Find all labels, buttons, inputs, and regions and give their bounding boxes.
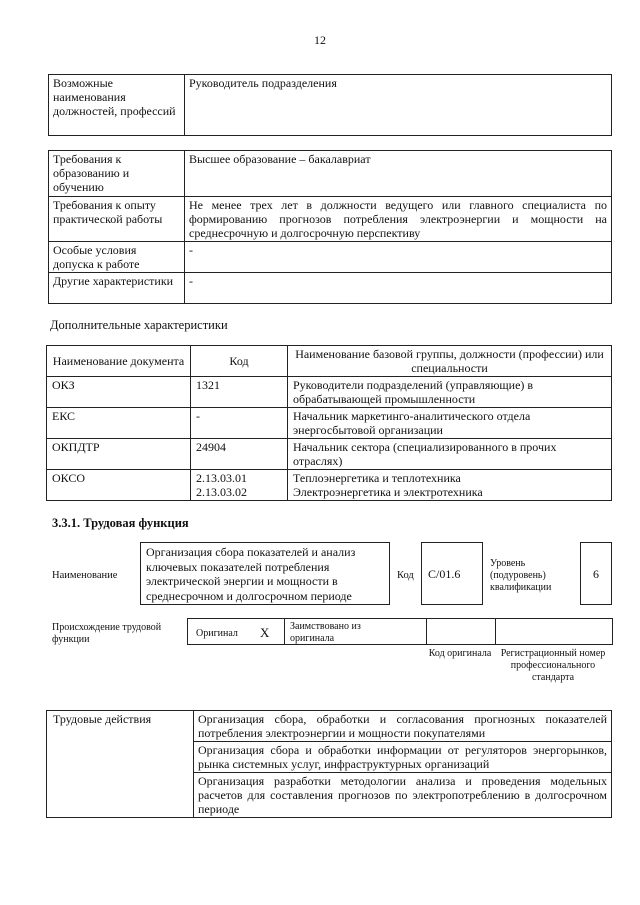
requirement-value: -	[185, 242, 612, 273]
code-line: 2.13.03.02	[196, 485, 247, 499]
requirement-value: Не менее трех лет в должности ведущего или главного специалиста по формированию прогнозов потребления электроэнергии и мощности на среднесрочную и долгосрочную перспективу	[185, 197, 612, 242]
requirements-table	[48, 150, 612, 304]
code-line: 2.13.03.01	[196, 471, 247, 485]
origin-label: Происхождение трудовой функции	[52, 622, 162, 645]
action-item: Организация разработки методологии анализа и проведения модельных расчетов для составления прогнозов по электропотреблению в долгосрочном периоде	[194, 773, 612, 818]
code-label: Код	[397, 570, 414, 581]
function-code-box	[421, 542, 483, 605]
name-line: Теплоэнергетика и теплотехника	[293, 471, 461, 485]
action-item: Организация сбора и обработки информации от регуляторов энергорынков, рынка системных услуг, инфраструктурных организаций	[194, 742, 612, 773]
table-row	[47, 470, 612, 501]
table-row	[49, 151, 612, 197]
doc-cell: ОКСО	[47, 470, 191, 501]
name-line: Электроэнергетика и электротехника	[293, 485, 483, 499]
table-row	[49, 197, 612, 242]
function-level-box	[580, 542, 612, 605]
requirement-label: Другие характеристики	[49, 273, 185, 304]
name-cell	[288, 470, 612, 501]
page-number: 12	[314, 33, 326, 47]
actions-label: Трудовые действия	[47, 711, 194, 818]
function-level-value: 6	[593, 567, 599, 581]
action-item: Организация сбора, обработки и согласования прогнозных показателей потребления электроэнергии и мощности покупателями	[194, 711, 612, 742]
doc-cell: ОКЗ	[47, 377, 191, 408]
professions-label: Возможные наименования должностей, профессий	[49, 75, 185, 136]
header-name: Наименование базовой группы, должности (профессии) или специальности	[288, 346, 612, 377]
name-label: Наименование	[52, 570, 118, 581]
function-name-box	[140, 542, 390, 605]
level-label: Уровень (подуровень) квалификации	[490, 558, 552, 593]
borrowed-label: Заимствовано из оригинала	[290, 621, 361, 644]
table-row	[49, 242, 612, 273]
function-name-value: Организация сбора показателей и анализ ключевых показателей потребления электрической энергии и мощности в среднесрочном и долгосрочном периоде	[146, 545, 356, 603]
code-cell	[191, 470, 288, 501]
origin-code-label: Код оригинала	[428, 648, 492, 659]
table-header-row	[47, 346, 612, 377]
name-cell: Начальник маркетинго-аналитического отдела энергосбытовой организации	[288, 408, 612, 439]
original-divider	[284, 619, 285, 644]
header-code: Код	[191, 346, 288, 377]
code-divider	[495, 619, 496, 644]
borrowed-divider	[426, 619, 427, 644]
code-cell: -	[191, 408, 288, 439]
requirement-value: Высшее образование – бакалавриат	[185, 151, 612, 197]
requirement-value: -	[185, 273, 612, 304]
doc-cell: ЕКС	[47, 408, 191, 439]
table-row	[47, 711, 612, 742]
actions-table	[46, 710, 612, 818]
name-cell: Начальник сектора (специализированного в прочих отраслях)	[288, 439, 612, 470]
original-label: Оригинал	[196, 628, 238, 639]
function-code-value: С/01.6	[428, 567, 461, 581]
reg-number-label: Регистрационный номер профессионального стандарта	[500, 648, 606, 683]
code-cell: 24904	[191, 439, 288, 470]
requirement-label: Особые условия допуска к работе	[49, 242, 185, 273]
header-doc: Наименование документа	[47, 346, 191, 377]
requirement-label: Требования к опыту практической работы	[49, 197, 185, 242]
professions-table	[48, 74, 612, 136]
additional-title: Дополнительные характеристики	[50, 318, 228, 332]
origin-box	[187, 618, 613, 645]
requirement-label: Требования к образованию и обучению	[49, 151, 185, 197]
table-row	[47, 439, 612, 470]
additional-table	[46, 345, 612, 501]
code-cell: 1321	[191, 377, 288, 408]
table-row	[49, 75, 612, 136]
table-row	[47, 408, 612, 439]
doc-cell: ОКПДТР	[47, 439, 191, 470]
original-mark: Х	[260, 625, 270, 640]
name-cell: Руководители подразделений (управляющие) в обрабатывающей промышленности	[288, 377, 612, 408]
function-title: 3.3.1. Трудовая функция	[52, 516, 189, 530]
professions-value: Руководитель подразделения	[185, 75, 612, 136]
table-row	[49, 273, 612, 304]
table-row	[47, 377, 612, 408]
